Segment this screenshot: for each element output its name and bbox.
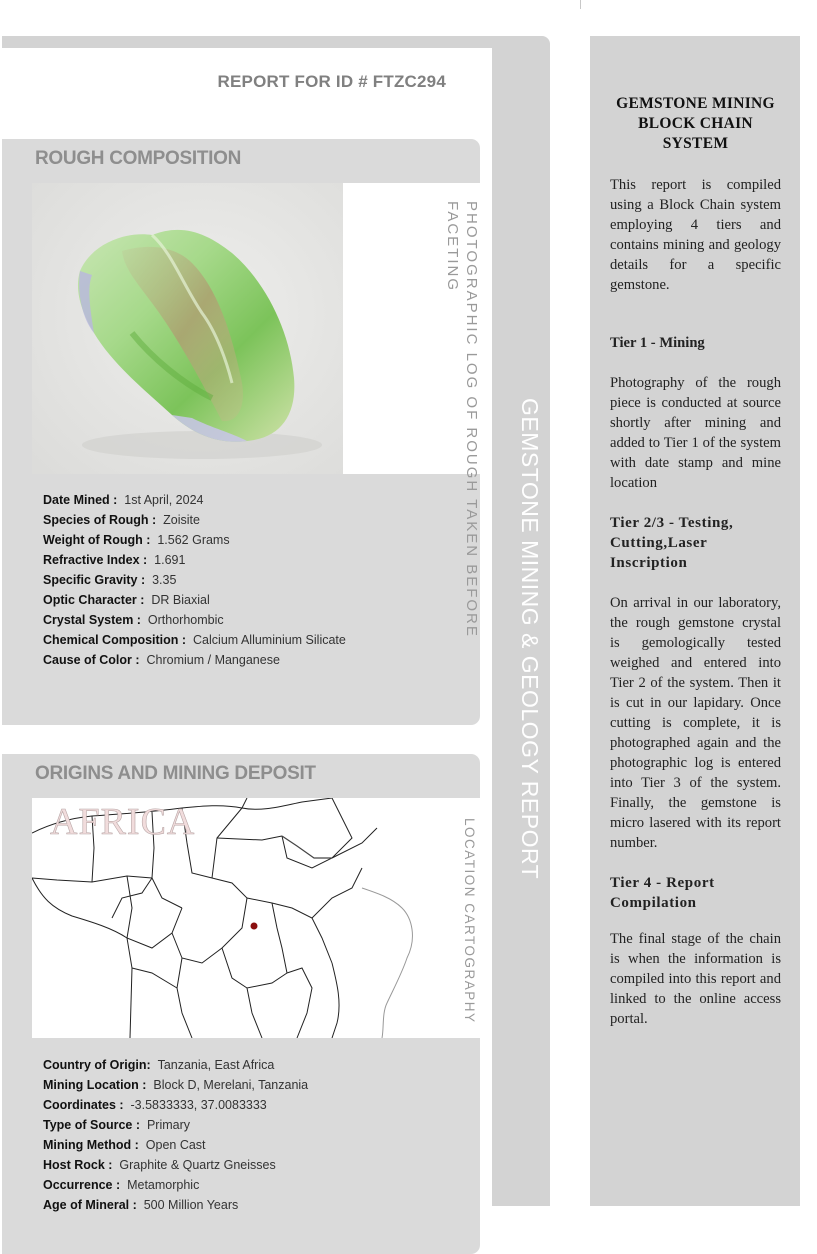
tier23-text: On arrival in our laboratory, the rough gemstone crystal is gemologically tested weighed and entered into Tier 2 of the system. Then it is cut in our lapidary. Once cutting is complete, it is photographed again and the photographic log is entered into Tier 3 of the system. Finally, the gemstone is micro lasered with its report number.: [610, 595, 781, 851]
field-label: Country of Origin:: [43, 1058, 151, 1072]
field-value: 500 Million Years: [143, 1198, 239, 1212]
rough-field-date-mined: [43, 493, 346, 513]
blockchain-title: GEMSTONE MINING BLOCK CHAIN SYSTEM: [616, 95, 775, 152]
rough-field-cause-of-color: [43, 653, 346, 673]
rough-field-optic-character: [43, 593, 346, 613]
field-label: Type of Source :: [43, 1118, 141, 1132]
field-value: Zoisite: [163, 513, 200, 527]
field-value: Tanzania, East Africa: [157, 1058, 275, 1072]
origin-field-occurrence: [43, 1178, 308, 1198]
blockchain-info-text: [610, 94, 781, 1049]
report-frame: [2, 36, 550, 1212]
field-value: Chromium / Manganese: [146, 653, 280, 667]
field-value: Graphite & Quartz Gneisses: [119, 1158, 276, 1172]
field-label: Specific Gravity :: [43, 573, 146, 587]
field-value: Block D, Merelani, Tanzania: [153, 1078, 309, 1092]
map-location-marker: [251, 923, 258, 930]
blockchain-intro: This report is compiled using a Block Chain system employing 4 tiers and contains mining and geology details for a specific gemstone.: [610, 177, 781, 293]
field-value: 1.691: [154, 553, 186, 567]
field-label: Optic Character :: [43, 593, 145, 607]
origins-panel: [2, 754, 480, 1254]
field-label: Weight of Rough :: [43, 533, 151, 547]
origin-field-mining-method: [43, 1138, 308, 1158]
field-label: Host Rock :: [43, 1158, 113, 1172]
field-label: Occurrence :: [43, 1178, 121, 1192]
field-value: Metamorphic: [127, 1178, 200, 1192]
rough-photo-caption: PHOTOGRAPHIC LOG OF ROUGH TAKEN BEFORE FACETING: [444, 201, 480, 638]
field-label: Coordinates :: [43, 1098, 124, 1112]
origin-field-mining-location: [43, 1078, 308, 1098]
tier1-text: Photography of the rough piece is conducted at source shortly after mining and added to Tier 1 of the system with date stamp and mine location: [610, 375, 781, 491]
field-value: DR Biaxial: [151, 593, 210, 607]
field-label: Cause of Color :: [43, 653, 140, 667]
field-label: Species of Rough :: [43, 513, 157, 527]
rough-field-weight: [43, 533, 346, 553]
field-value: Orthorhombic: [147, 613, 224, 627]
report-content-area: [2, 48, 492, 1212]
origin-field-source-type: [43, 1118, 308, 1138]
field-value: 1st April, 2024: [124, 493, 204, 507]
field-label: Date Mined :: [43, 493, 118, 507]
field-value: Calcium Alluminium Silicate: [193, 633, 346, 647]
rough-field-refractive-index: [43, 553, 346, 573]
rough-field-specific-gravity: [43, 573, 346, 593]
rough-field-species: [43, 513, 346, 533]
tier23-heading: Tier 2/3 - Testing, Cutting,Laser Inscription: [610, 515, 734, 571]
rough-field-chemical-composition: [43, 633, 346, 653]
rough-field-crystal-system: [43, 613, 346, 633]
top-divider-tick: [580, 0, 581, 9]
report-side-title: GEMSTONE MINING & GEOLOGY REPORT: [517, 398, 543, 880]
rough-details-list: [43, 493, 346, 673]
rough-crystal-photo: [32, 183, 343, 474]
origin-details-list: [43, 1058, 308, 1218]
field-value: 3.35: [152, 573, 177, 587]
field-value: -3.5833333, 37.0083333: [130, 1098, 267, 1112]
field-value: Primary: [146, 1118, 191, 1132]
field-label: Age of Mineral :: [43, 1198, 137, 1212]
origin-field-coordinates: [43, 1098, 308, 1118]
rough-composition-panel: [2, 139, 480, 725]
field-label: Chemical Composition :: [43, 633, 187, 647]
origin-field-host-rock: [43, 1158, 308, 1178]
crystal-image: [32, 183, 343, 474]
tier4-text: The final stage of the chain is when the information is compiled into this report and linked to the online access portal.: [610, 931, 781, 1027]
map-caption: LOCATION CARTOGRAPHY: [462, 818, 477, 1024]
field-label: Mining Method :: [43, 1138, 139, 1152]
blockchain-info-column: [590, 36, 800, 1206]
origin-field-country: [43, 1058, 308, 1078]
field-label: Mining Location :: [43, 1078, 147, 1092]
map-region-label: AFRICA: [50, 801, 196, 843]
report-id-heading: REPORT FOR ID # FTZC294: [217, 72, 446, 91]
origin-field-age: [43, 1198, 308, 1218]
field-value: 1.562 Grams: [157, 533, 230, 547]
field-label: Refractive Index :: [43, 553, 148, 567]
tier4-heading: Tier 4 - Report Compilation: [610, 875, 715, 911]
tier1-heading: Tier 1 - Mining: [610, 335, 705, 351]
rough-composition-title: ROUGH COMPOSITION: [35, 148, 242, 169]
africa-map: [32, 798, 427, 1038]
origins-title: ORIGINS AND MINING DEPOSIT: [35, 763, 316, 784]
field-value: Open Cast: [145, 1138, 206, 1152]
field-label: Crystal System :: [43, 613, 141, 627]
